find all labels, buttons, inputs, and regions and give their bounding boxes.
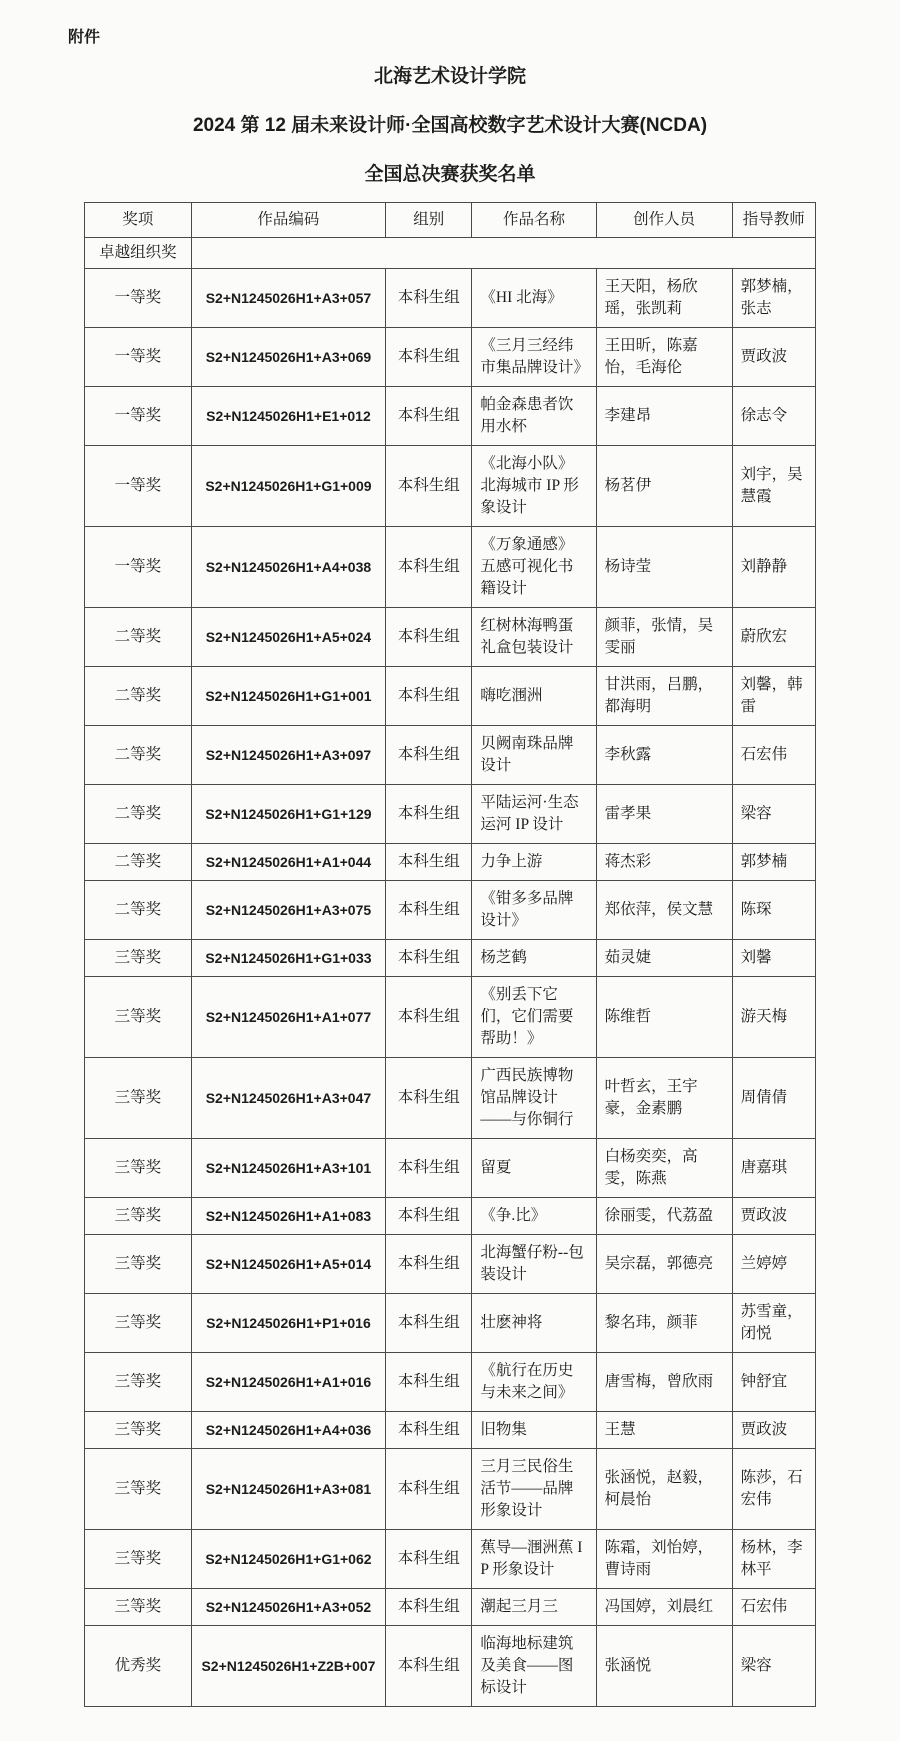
column-header-4: 创作人员: [596, 203, 732, 238]
cell-group: 本科生组: [386, 726, 472, 785]
document-title-award-list: 全国总决赛获奖名单: [364, 164, 536, 185]
cell-title: 三月三民俗生活节——品牌形象设计: [472, 1449, 596, 1530]
table-row: [85, 446, 816, 527]
cell-code: S2+N1245026H1+A4+038: [191, 527, 385, 608]
cell-code: S2+N1245026H1+A3+052: [191, 1589, 385, 1626]
cell-advisor: 唐嘉琪: [732, 1139, 815, 1198]
cell-creator: 杨茗伊: [596, 446, 732, 527]
cell-title: 杨芝鹤: [472, 940, 596, 977]
cell-group: 本科生组: [386, 844, 472, 881]
table-row: [85, 1530, 816, 1589]
cell-code: S2+N1245026H1+A3+047: [191, 1058, 385, 1139]
cell-code: S2+N1245026H1+A3+097: [191, 726, 385, 785]
cell-code: S2+N1245026H1+P1+016: [191, 1294, 385, 1353]
cell-award: 二等奖: [85, 881, 192, 940]
cell-title: 贝阙南珠品牌设计: [472, 726, 596, 785]
cell-code: S2+N1245026H1+A3+075: [191, 881, 385, 940]
cell-advisor: 陈莎，石宏伟: [732, 1449, 815, 1530]
table-row: [85, 608, 816, 667]
table-row: [85, 1589, 816, 1626]
document-title-competition: 2024 第 12 届未来设计师·全国高校数字艺术设计大赛(NCDA): [192, 115, 708, 136]
cell-group: 本科生组: [386, 1058, 472, 1139]
cell-code: S2+N1245026H1+A5+014: [191, 1235, 385, 1294]
cell-advisor: 蔚欣宏: [732, 608, 815, 667]
cell-title: 《钳多多品牌设计》: [472, 881, 596, 940]
cell-advisor: 石宏伟: [732, 726, 815, 785]
cell-title: 力争上游: [472, 844, 596, 881]
cell-advisor: 游天梅: [732, 977, 815, 1058]
cell-creator: 王田昕，陈嘉怡，毛海伦: [596, 328, 732, 387]
cell-advisor: 钟舒宜: [732, 1353, 815, 1412]
table-row: [85, 269, 816, 328]
cell-creator: 王天阳，杨欣瑶，张凯莉: [596, 269, 732, 328]
section-label: 卓越组织奖: [85, 238, 192, 269]
table-row: [85, 1058, 816, 1139]
cell-group: 本科生组: [386, 1235, 472, 1294]
cell-creator: 叶哲玄，王宇豪，金素鹏: [596, 1058, 732, 1139]
cell-award: 三等奖: [85, 1353, 192, 1412]
cell-group: 本科生组: [386, 1353, 472, 1412]
award-table-header: [85, 203, 816, 238]
section-empty-cell: [191, 238, 815, 269]
cell-code: S2+N1245026H1+A1+044: [191, 844, 385, 881]
column-header-2: 组别: [386, 203, 472, 238]
cell-award: 三等奖: [85, 1235, 192, 1294]
cell-group: 本科生组: [386, 1198, 472, 1235]
cell-creator: 颜菲，张情，吴雯丽: [596, 608, 732, 667]
column-header-1: 作品编码: [191, 203, 385, 238]
cell-code: S2+N1245026H1+A5+024: [191, 608, 385, 667]
cell-creator: 李建昂: [596, 387, 732, 446]
cell-title: 留夏: [472, 1139, 596, 1198]
cell-code: S2+N1245026H1+G1+033: [191, 940, 385, 977]
cell-award: 一等奖: [85, 387, 192, 446]
cell-title: 蕉导—涠洲蕉 IP 形象设计: [472, 1530, 596, 1589]
cell-creator: 白杨奕奕，高雯，陈燕: [596, 1139, 732, 1198]
cell-code: S2+N1245026H1+A3+069: [191, 328, 385, 387]
table-row: [85, 527, 816, 608]
cell-title: 《北海小队》北海城市 IP 形象设计: [472, 446, 596, 527]
cell-title: 《航行在历史与未来之间》: [472, 1353, 596, 1412]
table-row: [85, 387, 816, 446]
column-header-3: 作品名称: [472, 203, 596, 238]
cell-award: 三等奖: [85, 1412, 192, 1449]
cell-code: S2+N1245026H1+Z2B+007: [191, 1626, 385, 1707]
table-row: [85, 1198, 816, 1235]
cell-advisor: 刘宇，吴慧霞: [732, 446, 815, 527]
cell-award: 三等奖: [85, 1589, 192, 1626]
cell-group: 本科生组: [386, 667, 472, 726]
table-row: [85, 1139, 816, 1198]
cell-title: 《别丢下它们，它们需要帮助！》: [472, 977, 596, 1058]
table-row: [85, 1353, 816, 1412]
attachment-label: 附件: [68, 29, 101, 46]
cell-award: 优秀奖: [85, 1626, 192, 1707]
cell-advisor: 贾政波: [732, 1198, 815, 1235]
table-row: [85, 881, 816, 940]
cell-creator: 杨诗莹: [596, 527, 732, 608]
cell-group: 本科生组: [386, 785, 472, 844]
cell-creator: 张涵悦: [596, 1626, 732, 1707]
cell-code: S2+N1245026H1+G1+062: [191, 1530, 385, 1589]
cell-title: 《万象通感》五感可视化书籍设计: [472, 527, 596, 608]
cell-title: 广西民族博物馆品牌设计——与你铜行: [472, 1058, 596, 1139]
cell-group: 本科生组: [386, 446, 472, 527]
cell-creator: 李秋露: [596, 726, 732, 785]
header-row: [85, 203, 816, 238]
cell-creator: 陈霜，刘怡婷，曹诗雨: [596, 1530, 732, 1589]
cell-title: 帕金森患者饮用水杯: [472, 387, 596, 446]
cell-creator: 徐丽雯，代荔盈: [596, 1198, 732, 1235]
table-row: [85, 785, 816, 844]
cell-code: S2+N1245026H1+G1+129: [191, 785, 385, 844]
cell-code: S2+N1245026H1+G1+001: [191, 667, 385, 726]
cell-creator: 唐雪梅，曾欣雨: [596, 1353, 732, 1412]
column-header-5: 指导教师: [732, 203, 815, 238]
cell-group: 本科生组: [386, 269, 472, 328]
cell-award: 三等奖: [85, 1139, 192, 1198]
cell-group: 本科生组: [386, 1412, 472, 1449]
cell-award: 三等奖: [85, 1530, 192, 1589]
cell-code: S2+N1245026H1+A3+101: [191, 1139, 385, 1198]
cell-advisor: 徐志令: [732, 387, 815, 446]
cell-group: 本科生组: [386, 977, 472, 1058]
cell-creator: 茹灵婕: [596, 940, 732, 977]
cell-creator: 吴宗磊，郭德亮: [596, 1235, 732, 1294]
cell-award: 一等奖: [85, 328, 192, 387]
table-row: [85, 726, 816, 785]
cell-title: 平陆运河·生态运河 IP 设计: [472, 785, 596, 844]
cell-creator: 郑依萍，侯文慧: [596, 881, 732, 940]
cell-group: 本科生组: [386, 1589, 472, 1626]
cell-title: 潮起三月三: [472, 1589, 596, 1626]
award-table-body: [85, 238, 816, 1707]
cell-group: 本科生组: [386, 387, 472, 446]
cell-creator: 黎名玮，颜菲: [596, 1294, 732, 1353]
cell-title: 《争.比》: [472, 1198, 596, 1235]
table-row: [85, 1449, 816, 1530]
cell-title: 《HI 北海》: [472, 269, 596, 328]
cell-award: 二等奖: [85, 608, 192, 667]
cell-creator: 张涵悦，赵毅，柯晨怡: [596, 1449, 732, 1530]
cell-creator: 蒋杰彩: [596, 844, 732, 881]
cell-award: 三等奖: [85, 1058, 192, 1139]
cell-group: 本科生组: [386, 527, 472, 608]
cell-award: 二等奖: [85, 785, 192, 844]
cell-award: 三等奖: [85, 977, 192, 1058]
cell-title: 红树林海鸭蛋礼盒包装设计: [472, 608, 596, 667]
cell-advisor: 刘馨，韩雷: [732, 667, 815, 726]
cell-creator: 陈维哲: [596, 977, 732, 1058]
cell-creator: 甘洪雨，吕鹏，都海明: [596, 667, 732, 726]
cell-code: S2+N1245026H1+A3+081: [191, 1449, 385, 1530]
cell-title: 旧物集: [472, 1412, 596, 1449]
cell-code: S2+N1245026H1+A1+077: [191, 977, 385, 1058]
cell-group: 本科生组: [386, 1449, 472, 1530]
cell-advisor: 陈琛: [732, 881, 815, 940]
table-row: [85, 1294, 816, 1353]
document-title-college: 北海艺术设计学院: [373, 66, 526, 87]
cell-code: S2+N1245026H1+E1+012: [191, 387, 385, 446]
cell-award: 一等奖: [85, 446, 192, 527]
cell-title: 《三月三经纬市集品牌设计》: [472, 328, 596, 387]
cell-code: S2+N1245026H1+A3+057: [191, 269, 385, 328]
cell-advisor: 刘馨: [732, 940, 815, 977]
cell-code: S2+N1245026H1+A1+083: [191, 1198, 385, 1235]
cell-creator: 雷孝果: [596, 785, 732, 844]
cell-group: 本科生组: [386, 328, 472, 387]
cell-group: 本科生组: [386, 1530, 472, 1589]
cell-award: 一等奖: [85, 527, 192, 608]
table-row: [85, 328, 816, 387]
cell-award: 三等奖: [85, 940, 192, 977]
cell-advisor: 梁容: [732, 1626, 815, 1707]
cell-award: 三等奖: [85, 1198, 192, 1235]
cell-title: 嗨吃涠洲: [472, 667, 596, 726]
cell-award: 三等奖: [85, 1294, 192, 1353]
cell-advisor: 郭梦楠: [732, 844, 815, 881]
section-row: [85, 238, 816, 269]
table-row: [85, 1235, 816, 1294]
cell-group: 本科生组: [386, 1626, 472, 1707]
cell-code: S2+N1245026H1+A4+036: [191, 1412, 385, 1449]
cell-award: 三等奖: [85, 1449, 192, 1530]
cell-group: 本科生组: [386, 940, 472, 977]
cell-code: S2+N1245026H1+G1+009: [191, 446, 385, 527]
table-row: [85, 1626, 816, 1707]
cell-advisor: 苏雪童，闭悦: [732, 1294, 815, 1353]
table-row: [85, 977, 816, 1058]
cell-advisor: 贾政波: [732, 328, 815, 387]
column-header-0: 奖项: [85, 203, 192, 238]
table-row: [85, 940, 816, 977]
cell-award: 二等奖: [85, 844, 192, 881]
table-row: [85, 1412, 816, 1449]
cell-advisor: 兰婷婷: [732, 1235, 815, 1294]
cell-award: 一等奖: [85, 269, 192, 328]
cell-advisor: 梁容: [732, 785, 815, 844]
cell-title: 壮麽神将: [472, 1294, 596, 1353]
cell-advisor: 石宏伟: [732, 1589, 815, 1626]
award-table: [84, 202, 816, 1707]
cell-title: 北海蟹仔粉--包装设计: [472, 1235, 596, 1294]
cell-advisor: 刘静静: [732, 527, 815, 608]
cell-creator: 王慧: [596, 1412, 732, 1449]
table-row: [85, 844, 816, 881]
cell-advisor: 郭梦楠，张志: [732, 269, 815, 328]
cell-group: 本科生组: [386, 881, 472, 940]
cell-award: 二等奖: [85, 726, 192, 785]
cell-advisor: 贾政波: [732, 1412, 815, 1449]
cell-title: 临海地标建筑及美食——图标设计: [472, 1626, 596, 1707]
cell-group: 本科生组: [386, 608, 472, 667]
cell-code: S2+N1245026H1+A1+016: [191, 1353, 385, 1412]
table-row: [85, 667, 816, 726]
cell-group: 本科生组: [386, 1139, 472, 1198]
cell-advisor: 杨林，李林平: [732, 1530, 815, 1589]
cell-creator: 冯国婷，刘晨红: [596, 1589, 732, 1626]
cell-group: 本科生组: [386, 1294, 472, 1353]
cell-advisor: 周倩倩: [732, 1058, 815, 1139]
cell-award: 二等奖: [85, 667, 192, 726]
